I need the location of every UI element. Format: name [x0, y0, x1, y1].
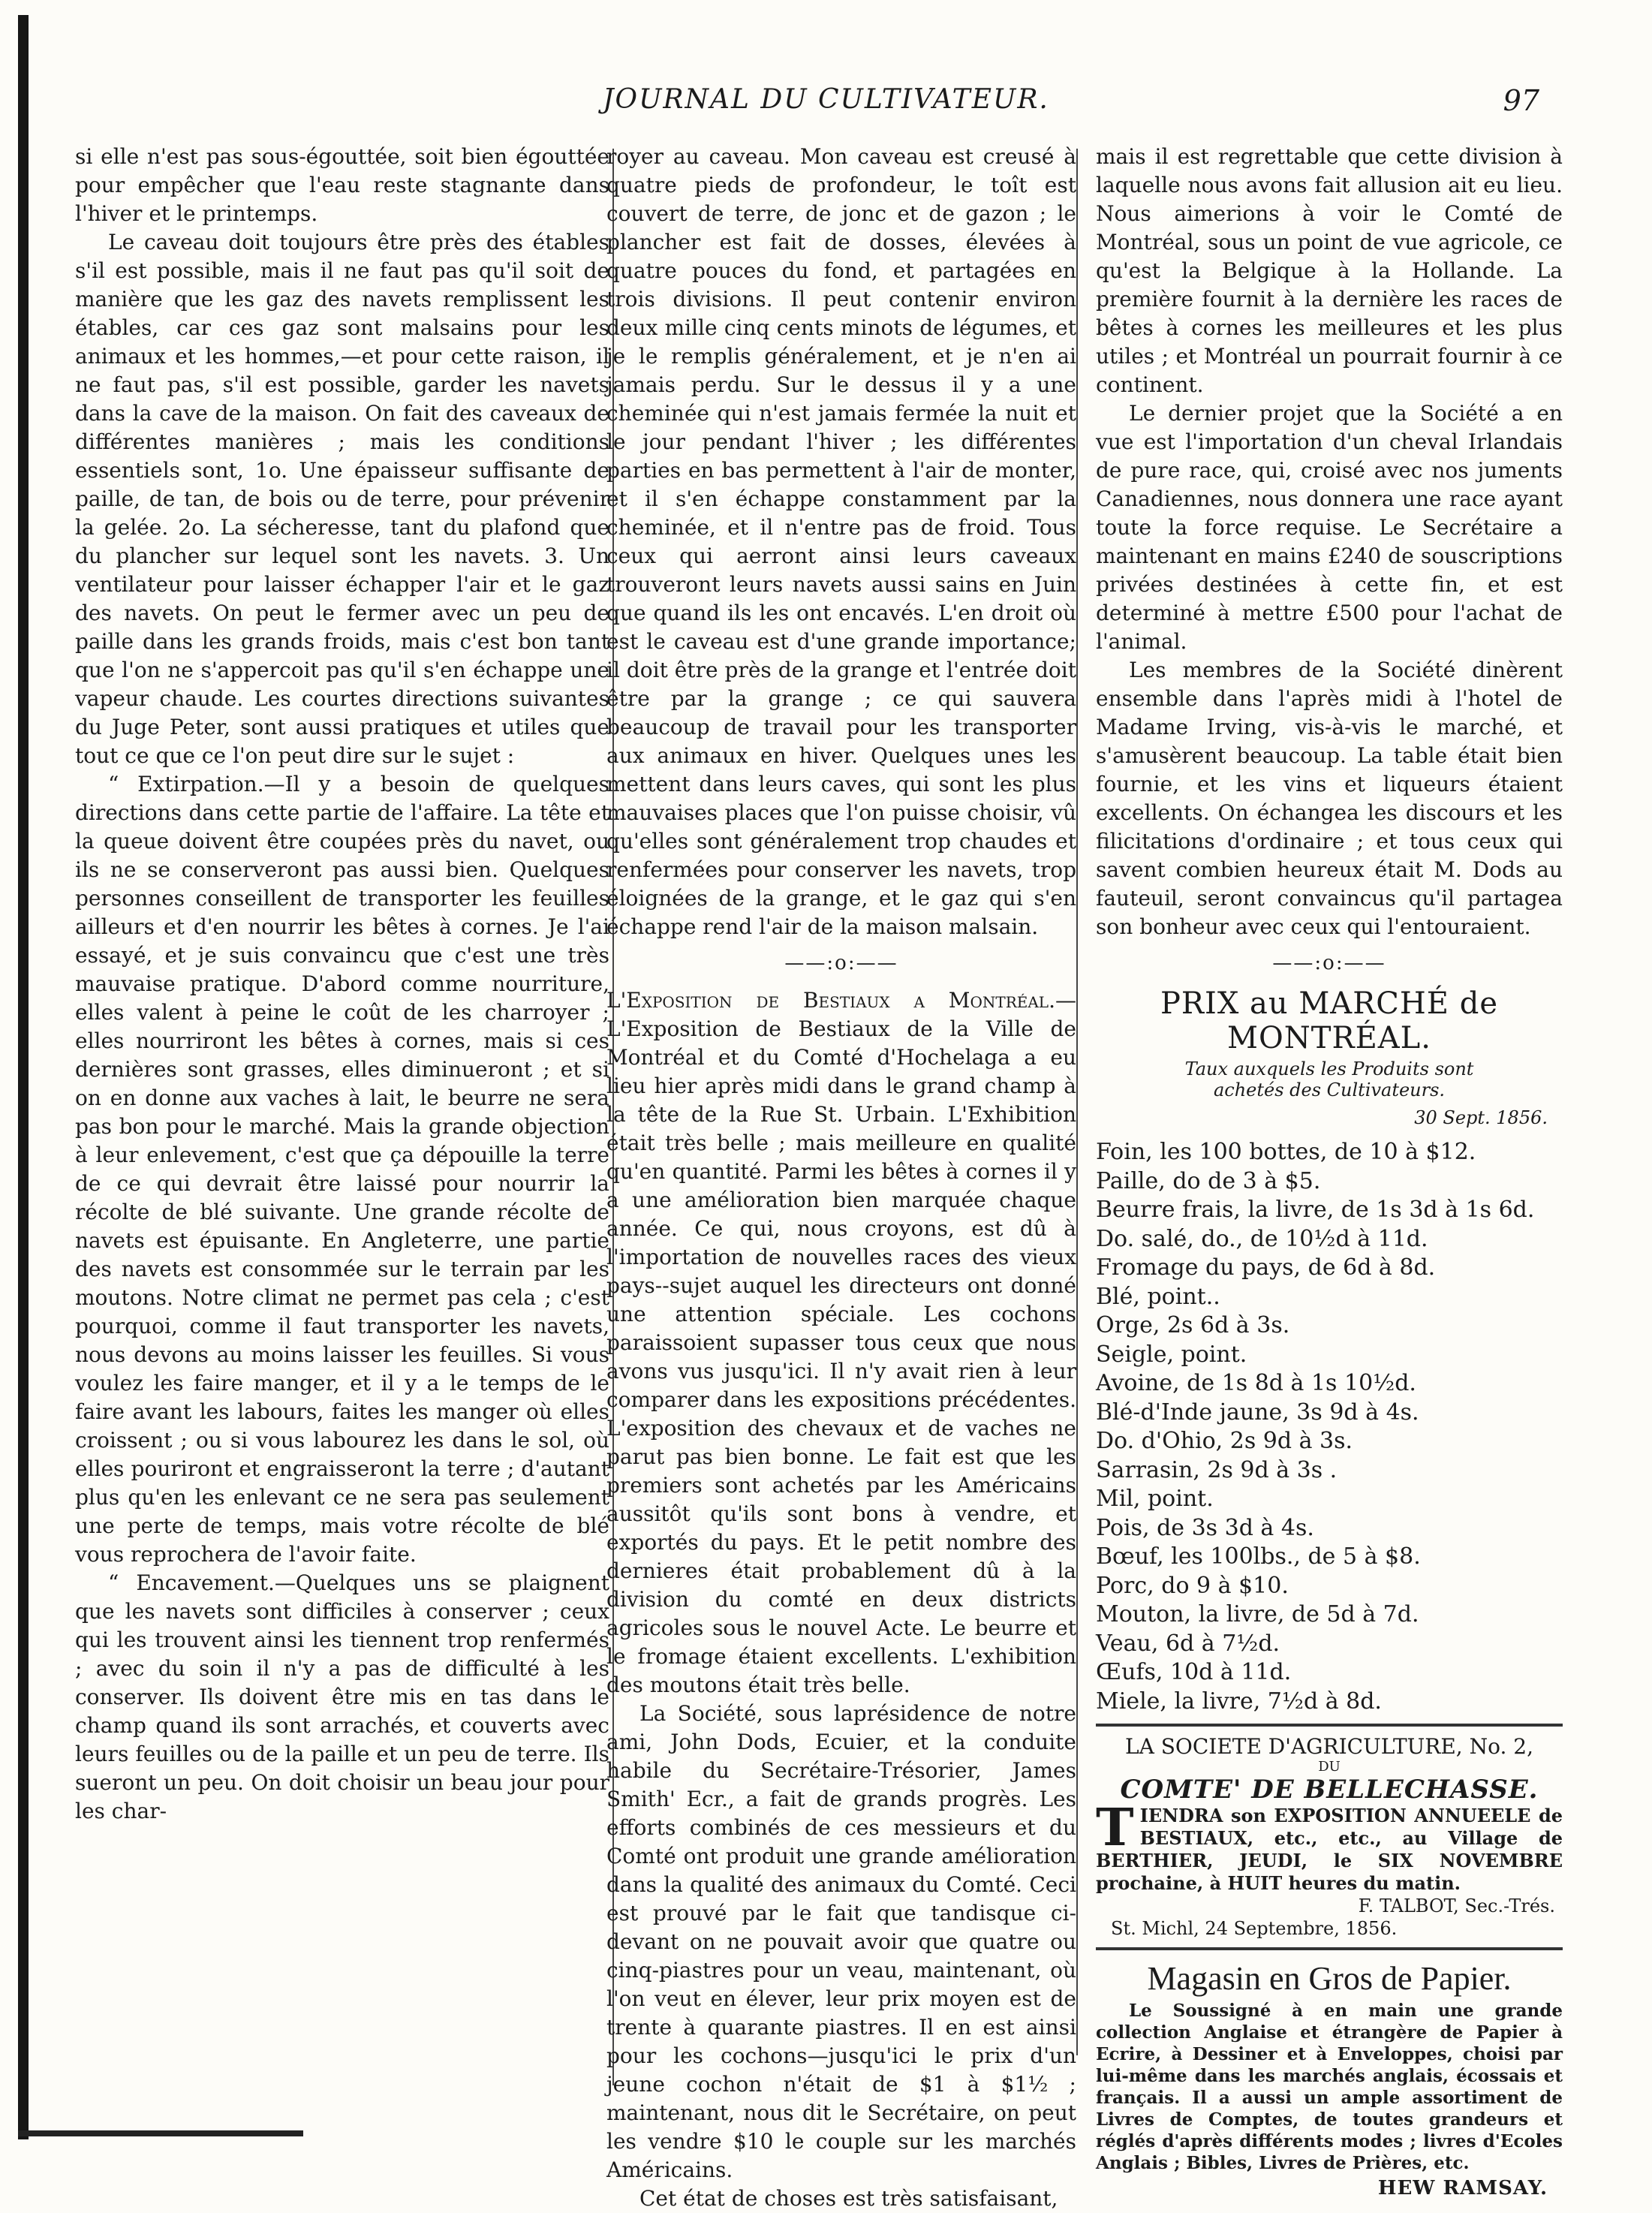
ad-divider	[1096, 1947, 1563, 1950]
paragraph: si elle n'est pas sous-égouttée, soit bien égouttée pour empêcher que l'eau reste stagnante dans l'hiver et le printemps.	[75, 144, 609, 226]
column-divider-2	[1076, 149, 1078, 2055]
market-prices-section	[1096, 986, 1563, 1716]
ad-signature: HEW RAMSAY.	[1377, 2177, 1548, 2199]
price-item: Avoine, de 1s 8d à 1s 10½d.	[1096, 1370, 1416, 1396]
paragraph: —L'Exposition de Bestiaux de la Ville de Montréal et du Comté d'Hochelaga a eu lieu hier après midi dans le grand champ à la tête de la Rue St. Urbain. L'Exhibition était très belle ; mais meilleure en qualité qu'en quantité. Parmi les bêtes à cornes il y a une amélioration bien marquée chaque année. Ce qui, nous croyons, est dû à l'importation de nouvelles races des vieux pays--sujet auquel les directeurs ont donné une attention spéciale. Les cochons paraissoient supasser tous ceux que nous avons vus jusqu'ici. Il n'y avait rien à leur comparer dans les expositions précédentes. L'exposition des chevaux et de vaches ne parut pas bien bonne. Le fait est que les premiers sont achetés par les Américains aussitôt qu'ils sont bons à vendre, et exportés du pays. Et le petit nombre des dernieres était probablement dû à la division du comté en deux districts agricoles sous le nouvel Acte. Le beurre et le fromage étaient excellents. L'exhibition des moutons était très belle.	[606, 988, 1076, 1697]
ad-signature: F. TALBOT, Sec.-Trés.	[1358, 1895, 1555, 1916]
section-separator: ——:o:——	[1272, 952, 1386, 974]
ad-body: IENDRA son EXPOSITION ANNUEELE de BESTIAUX, etc., etc., au Village de BERTHIER, JEUDI, le SIX NOVEMBRE prochaine, à HUIT heures du matin.	[1096, 1805, 1563, 1894]
price-item: Paille, do de 3 à $5.	[1096, 1167, 1321, 1194]
paragraph: mais il est regrettable que cette division à laquelle nous avons fait allusion ait eu lieu. Nous aimerions à voir le Comté de Montréal, sous un point de vue agricole, ce qu'est la Belgique à la Hollande. La première fournit à la dernière les races de bêtes à cornes les meilleures et les plus utiles ; et Montréal un pourrait fournir à ce continent.	[1096, 144, 1563, 397]
paragraph: “ Encavement.—Quelques uns se plaignent que les navets sont difficiles à conserver ; ceux qui les trouvent ainsi les tiennent trop renfermés ; avec du soin il n'y a pas de difficulté à les conserver. Ils doivent être mis en tas dans le champ quand ils sont arrachés, et couverts avec leurs feuilles ou de la paille et un peu de terre. Ils sueront un peu. On doit choisir un beau jour pour les char-	[75, 1570, 609, 1823]
running-title: JOURNAL DU CULTIVATEUR.	[603, 84, 1049, 115]
ad-place-date: St. Michl, 24 Septembre, 1856.	[1111, 1918, 1398, 1939]
price-item: Mil, point.	[1096, 1486, 1214, 1512]
price-item: Foin, les 100 bottes, de 10 à $12.	[1096, 1139, 1476, 1165]
ad-body: Le Soussigné à en main une grande collection Anglaise et étrangère de Papier à Ecrire, à Dessiner et à Enveloppes, choisi par lui-même dans les marchés anglais, écossais et français. Il a aussi un ample assortiment de Livres de Comptes, de toutes grandeurs et réglés d'après différents modes ; livres d'Ecoles Anglais ; Bibles, Livres de Prières, etc.	[1096, 2001, 1563, 2173]
market-title: PRIX au MARCHÉ de MONTRÉAL.	[1160, 986, 1498, 1055]
price-item: Do. salé, do., de 10½d à 11d.	[1096, 1225, 1428, 1252]
ad-divider	[1096, 1724, 1563, 1727]
column-left	[75, 143, 609, 2169]
section-separator: ——:o:——	[784, 952, 898, 974]
price-item: Seigle, point.	[1096, 1341, 1247, 1368]
column-right	[1096, 143, 1563, 2199]
paragraph: La Société, sous laprésidence de notre ami, John Dods, Ecuier, et la conduite habile du Secrétaire-Trésorier, James Smith' Ecr., a fait de grands progrès. Les efforts combinés de ces messieurs et du Comté ont produit une grande amélioration dans la qualité des animaux du Comté. Ceci est prouvé par le fait que tandisque ci-devant on ne pouvait avoir que quatre ou cinq-piastres pour un veau, maintenant, où l'on veut en élever, leur prix moyen est de trente à quarante piastres. Il en est ainsi pour les cochons—jusqu'ici le prix d'un jeune cochon n'était de $1 à $1½ ; maintenant, nous dit le Secrétaire, on peut les vendre $10 le couple sur les marchés Américains.	[606, 1701, 1076, 2182]
ad-title: LA SOCIETE D'AGRICULTURE, No. 2,	[1125, 1734, 1533, 1759]
price-item: Blé-d'Inde jaune, 3s 9d à 4s.	[1096, 1399, 1419, 1426]
price-item: Œufs, 10d à 11d.	[1096, 1659, 1292, 1685]
price-item: Porc, do 9 à $10.	[1096, 1572, 1289, 1599]
price-item: Pois, de 3s 3d à 4s.	[1096, 1514, 1314, 1541]
market-subtitle: Taux auxquels les Produits sont achetés des Cultivateurs.	[1184, 1058, 1474, 1100]
book-binding-edge	[18, 15, 29, 2139]
price-item: Do. d'Ohio, 2s 9d à 3s.	[1096, 1428, 1353, 1454]
price-item: Blé, point..	[1096, 1283, 1220, 1310]
price-item: Fromage du pays, de 6d à 8d.	[1096, 1254, 1436, 1281]
page-number: 97	[1503, 84, 1539, 117]
price-list	[1096, 1138, 1563, 1716]
price-item: Orge, 2s 6d à 3s.	[1096, 1312, 1290, 1338]
paragraph: Le dernier projet que la Société a en vue est l'importation d'un cheval Irlandais de pure race, qui, croisé avec nos juments Canadiennes, nous donnera une race ayant toute la force requise. Le Secrétaire a maintenant en mains £240 de souscriptions privées destinées à cette fin, et est determiné à mettre £500 pour l'achat de l'animal.	[1096, 401, 1563, 654]
market-date: 30 Sept. 1856.	[1414, 1107, 1548, 1128]
price-item: Sarrasin, 2s 9d à 3s .	[1096, 1456, 1338, 1483]
advertisement-bellechasse	[1096, 1734, 1563, 1940]
paragraph: royer au caveau. Mon caveau est creusé à quatre pieds de profondeur, le toît est couvert de terre, de jonc et de gazon ; le plancher est fait de dosses, élevées à quatre pouces du fond, et partagées en trois divisions. Il peut contenir environ deux mille cinq cents minots de légumes, et je le remplis généralement, et je n'en ai jamais perdu. Sur le dessus il y a une cheminée qui n'est jamais fermée la nuit et le jour pendant l'hiver ; les différentes parties en bas permettent à l'air de monter, et il s'en échappe constamment par la cheminée, et il n'entre pas de froid. Tous ceux qui aerront ainsi leurs caveaux trouveront leurs navets aussi sains en Juin que quand ils les ont encavés. L'en droit où est le caveau est d'une grande importance; il doit être près de la grange et l'entrée doit être par la grange ; ce qui sauvera beaucoup de travail pour les transporter aux animaux en hiver. Quelques unes les mettent dans leurs caves, qui sont les plus mauvaises places que l'on puisse choisir, vû qu'elles sont généralement trop chaudes et renfermées pour conserver les navets, trop éloignées de la grange, et le gaz qui s'en échappe rend l'air de la maison malsain.	[606, 144, 1076, 939]
paragraph: Cet état de choses est très satisfaisant,	[639, 2186, 1058, 2211]
price-item: Mouton, la livre, de 5d à 7d.	[1096, 1601, 1419, 1627]
paragraph: Le caveau doit toujours être près des étables s'il est possible, mais il ne faut pas qu'il soit de manière que les gaz des navets remplissent les étables, car ces gaz sont malsains pour les animaux et les hommes,—et pour cette raison, il ne faut pas, s'il est possible, garder les navets dans la cave de la maison. On fait des caveaux de différentes manières ; mais les conditions essentiels sont, 1o. Une épaisseur suffisante de paille, de tan, de bois ou de terre, pour prévenir la gelée. 2o. La sécheresse, tant du plafond que du plancher sur lequel sont les navets. 3. Un ventilateur pour laisser échapper l'air et le gaz des navets. On peut le fermer avec un peu de paille dans les grands froids, mais c'est bon tant que l'on ne s'appercoit pas qu'il s'en échappe une vapeur chaude. Les courtes directions suivantes du Juge Peter, sont aussi pratiques et utiles que tout ce que ce l'on peut dire sur le sujet :	[75, 230, 609, 768]
price-item: Miele, la livre, 7½d à 8d.	[1096, 1688, 1382, 1715]
price-item: Beurre frais, la livre, de 1s 3d à 1s 6d.	[1096, 1197, 1535, 1223]
paragraph: Les membres de la Société dinèrent ensemble dans l'après midi à l'hotel de Madame Irving, vis-à-vis le marché, et s'amusèrent beaucoup. La table était bien fournie, et les vins et liqueurs étaient excellents. On échangea les discours et les filicitations d'ordinaire ; et tous ceux qui savent combien heureux était M. Dods au fauteuil, seront convaincus qu'il partagea son bonheur avec ceux qui l'entouraient.	[1096, 658, 1563, 939]
advertisement-papier	[1096, 1958, 1563, 2202]
price-item: Bœuf, les 100lbs., de 5 à $8.	[1096, 1543, 1421, 1570]
ad-title: Magasin en Gros de Papier.	[1147, 1960, 1512, 1997]
column-middle	[606, 143, 1076, 2211]
ad-du: DU	[1318, 1759, 1341, 1775]
paragraph: “ Extirpation.—Il y a besoin de quelques directions dans cette partie de l'affaire. La tête et la queue doivent être coupées près du navet, ou ils ne se conserveront pas aussi bien. Quelques personnes conseillent de transporter les feuilles ailleurs et d'en nourrir les bêtes à cornes. Je l'ai essayé, et je suis convaincu que c'est une très mauvaise pratique. D'abord comme nourriture, elles valent à peine le coût de les charroyer ; elles nourriront les bêtes à cornes, mais si ces dernières sont grasses, elles diminueront ; et si on en donne aux vaches à lait, le beurre ne sera pas bon pour le marché. Mais la grande objection à leur enlevement, c'est que ça dépouille la terre de ce qui devrait être laissé pour nourrir la récolte de blé suivante. Une grande récolte de navets est épuisante. En Angleterre, une partie des navets est consommée sur le terrain par les moutons. Notre climat ne permet pas cela ; c'est pourquoi, comme il faut transporter les navets, nous devons au moins laisser les feuilles. Si vous voulez les faire manger, et il y a le temps de le faire avant les labours, faites les manger où elles croissent ; ou si vous labourez les dans le sol, où elles pouriront et engraisseront la terre ; d'autant plus qu'en les enlevant ce ne sera pas seulement une perte de temps, mais votre récolte de blé vous reprochera de l'avoir faite.	[75, 772, 609, 1567]
page-header	[0, 84, 1652, 126]
price-item: Veau, 6d à 7½d.	[1096, 1630, 1280, 1657]
exposition-heading: L'Exposition de Bestiaux a Montréal.	[606, 988, 1055, 1013]
drop-cap: T	[1096, 1798, 1134, 1858]
ad-subtitle: COMTE' DE BELLECHASSE.	[1120, 1775, 1539, 1805]
